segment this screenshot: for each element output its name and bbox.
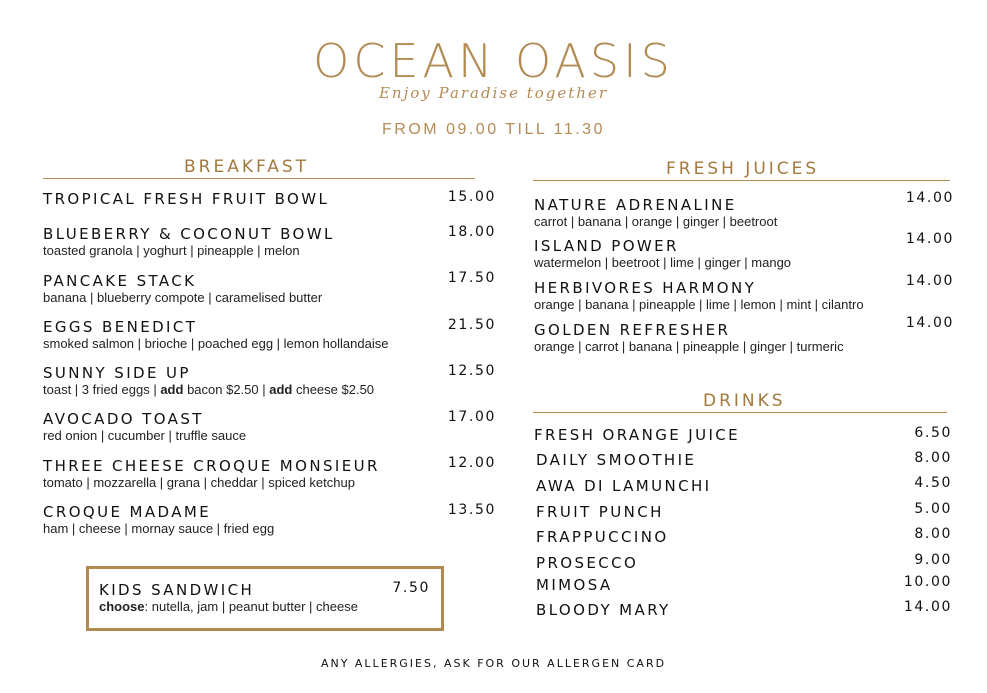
item-price: 17.50 (447, 270, 496, 286)
item-name: KIDS SANDWICH (99, 581, 255, 599)
menu-item (43, 190, 329, 208)
item-name: TROPICAL FRESH FRUIT BOWL (43, 190, 330, 208)
opening-hours: FROM 09.00 TILL 11.30 (382, 121, 605, 138)
item-name: CROQUE MADAME (43, 503, 212, 521)
drink-item (536, 503, 664, 521)
item-price: 9.00 (914, 552, 952, 568)
menu-item (43, 272, 322, 305)
drink-item (536, 528, 669, 546)
item-description: banana | blueberry compote | caramelised butter (43, 290, 323, 305)
juices-divider (533, 180, 950, 181)
item-description: orange | carrot | banana | pineapple | ginger | turmeric (534, 339, 844, 354)
item-name: BLOODY MARY (536, 601, 671, 619)
item-name: MIMOSA (536, 576, 613, 594)
item-name: ISLAND POWER (534, 237, 679, 255)
drinks-heading: DRINKS (703, 391, 786, 411)
kids-item (99, 581, 358, 614)
item-price: 12.00 (447, 455, 496, 471)
item-name: NATURE ADRENALINE (534, 196, 737, 214)
item-description: toast | 3 fried eggs | add bacon $2.50 | add cheese $2.50 (43, 382, 375, 397)
item-price: 10.00 (903, 574, 952, 590)
item-price: 12.50 (447, 363, 496, 379)
item-name: FRUIT PUNCH (536, 503, 664, 521)
item-price: 7.50 (392, 580, 430, 596)
item-price: 15.00 (447, 189, 496, 205)
item-description: carrot | banana | orange | ginger | beetroot (534, 214, 778, 229)
drink-item (534, 426, 740, 444)
item-price: 14.00 (905, 190, 954, 206)
item-name: SUNNY SIDE UP (43, 364, 191, 382)
item-name: HERBIVORES HARMONY (534, 279, 757, 297)
drink-item (536, 477, 712, 495)
item-price: 5.00 (914, 501, 952, 517)
item-name: BLUEBERRY & COCONUT BOWL (43, 225, 335, 243)
menu-item (43, 318, 388, 351)
item-description: choose: nutella, jam | peanut butter | cheese (99, 599, 358, 614)
item-price: 14.00 (905, 273, 954, 289)
item-price: 6.50 (914, 425, 952, 441)
drink-item (536, 601, 671, 619)
item-price: 18.00 (447, 224, 496, 240)
item-price: 17.00 (447, 409, 496, 425)
menu-item (43, 225, 335, 258)
breakfast-divider (43, 178, 475, 179)
juices-heading: FRESH JUICES (666, 159, 820, 179)
item-name: AVOCADO TOAST (43, 410, 204, 428)
item-description: smoked salmon | brioche | poached egg | lemon hollandaise (43, 336, 389, 351)
item-price: 14.00 (903, 599, 952, 615)
item-price: 8.00 (914, 450, 952, 466)
menu-item (534, 237, 791, 270)
menu-item (43, 364, 374, 397)
drink-item (536, 554, 638, 572)
item-price: 4.50 (914, 475, 952, 491)
restaurant-title: OCEAN OASIS (313, 34, 674, 88)
menu-item (43, 410, 246, 443)
menu-item (534, 196, 777, 229)
item-name: AWA DI LAMUNCHI (536, 477, 712, 495)
item-description: watermelon | beetroot | lime | ginger | mango (534, 255, 792, 270)
drink-item (536, 576, 613, 594)
item-description: orange | banana | pineapple | lime | lemon | mint | cilantro (534, 297, 864, 312)
allergen-notice: ANY ALLERGIES, ASK FOR OUR ALLERGEN CARD (320, 657, 667, 670)
item-name: PROSECCO (536, 554, 639, 572)
drinks-divider (533, 412, 947, 413)
tagline: Enjoy Paradise together (378, 84, 609, 102)
drink-item (536, 451, 696, 469)
menu-item (534, 279, 864, 312)
item-price: 14.00 (905, 315, 954, 331)
breakfast-heading: BREAKFAST (184, 157, 310, 177)
item-name: FRESH ORANGE JUICE (534, 426, 741, 444)
menu-item (43, 503, 274, 536)
item-name: THREE CHEESE CROQUE MONSIEUR (43, 457, 380, 475)
item-name: EGGS BENEDICT (43, 318, 198, 336)
item-name: FRAPPUCCINO (536, 528, 669, 546)
item-price: 21.50 (447, 317, 496, 333)
item-price: 13.50 (447, 502, 496, 518)
menu-item (43, 457, 380, 490)
menu-item (534, 321, 844, 354)
item-name: DAILY SMOOTHIE (536, 451, 697, 469)
item-price: 8.00 (914, 526, 952, 542)
item-price: 14.00 (905, 231, 954, 247)
item-name: GOLDEN REFRESHER (534, 321, 731, 339)
item-description: ham | cheese | mornay sauce | fried egg (43, 521, 275, 536)
item-name: PANCAKE STACK (43, 272, 197, 290)
item-description: toasted granola | yoghurt | pineapple | melon (43, 243, 300, 258)
item-description: tomato | mozzarella | grana | cheddar | spiced ketchup (43, 475, 355, 490)
item-description: red onion | cucumber | truffle sauce (43, 428, 247, 443)
